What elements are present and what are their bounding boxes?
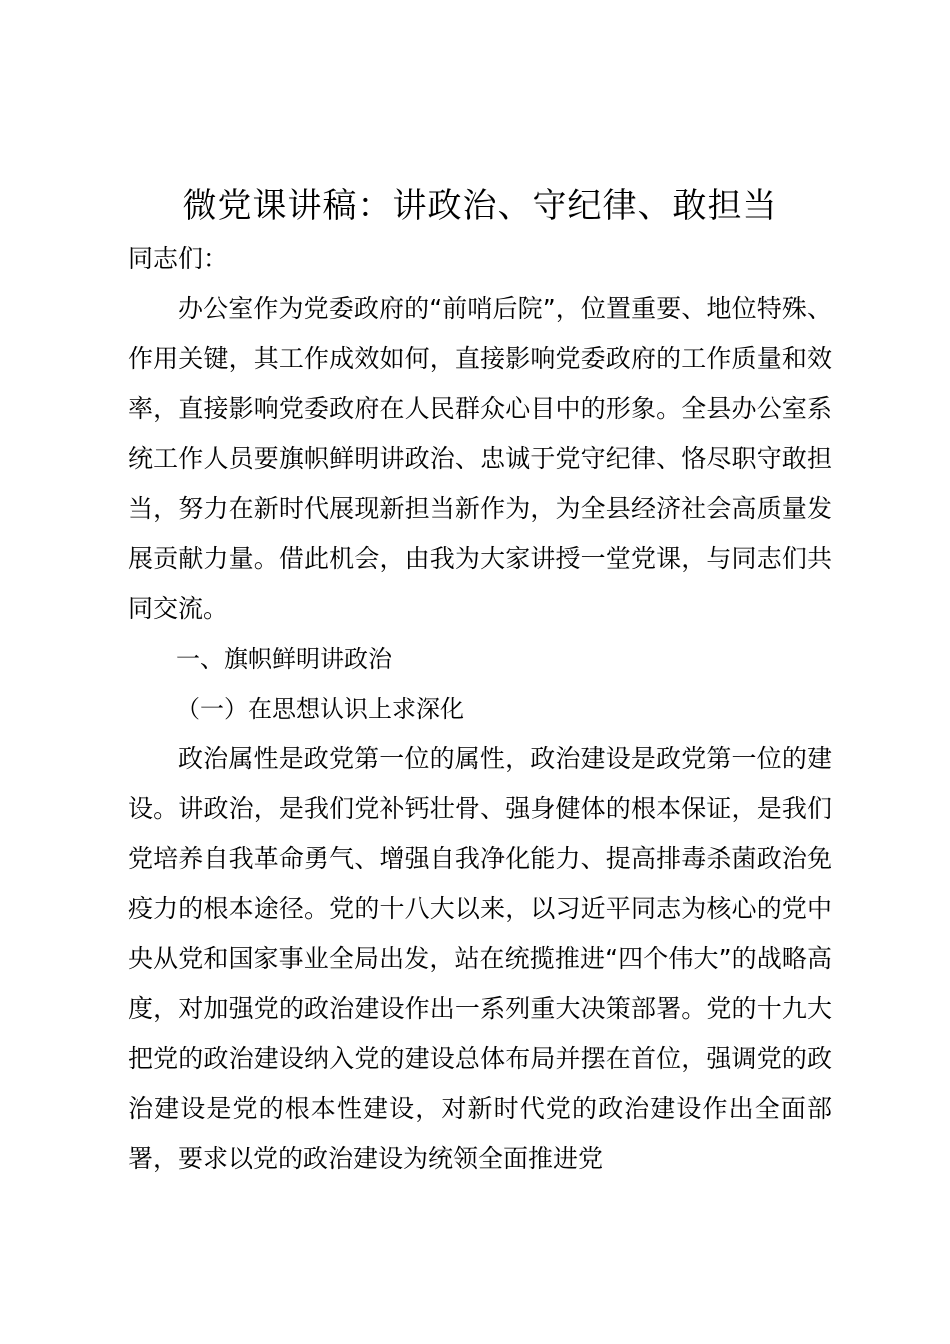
body-paragraph: 政治属性是政党第一位的属性，政治建设是政党第一位的建设。讲政治，是我们党补钙壮骨、强身健体的根本保证，是我们党培养自我革命勇气、增强自我净化能力、提高排毒杀菌政治免疫力的根本途径。党的十八大以来，以习近平同志为核心的党中央从党和国家事业全局出发，站在统揽推进“四个伟大”的战略高度，对加强党的政治建设作出一系列重大决策部署。党的十九大把党的政治建设纳入党的建设总体布局并摆在首位，强调党的政治建设是党的根本性建设，对新时代党的政治建设作出全面部署，要求以党的政治建设为统领全面推进党 — [128, 744, 832, 1173]
document-title: 微党课讲稿：讲政治、守纪律、敢担当 — [182, 186, 778, 226]
subsection-heading: （一）在思想认识上求深化 — [176, 695, 464, 723]
section-heading: 一、旗帜鲜明讲政治 — [176, 645, 392, 673]
intro-paragraph: 办公室作为党委政府的“前哨后院”，位置重要、地位特殊、作用关键，其工作成效如何，直接影响党委政府的工作质量和效率，直接影响党委政府在人民群众心目中的形象。全县办公室系统工作人员要旗帜鲜明讲政治、忠诚于党守纪律、恪尽职守敢担当，努力在新时代展现新担当新作为，为全县经济社会高质量发展贡献力量。借此机会，由我为大家讲授一堂党课，与同志们共同交流。 — [128, 294, 832, 623]
salutation: 同志们： — [128, 244, 229, 273]
document-page — [128, 178, 832, 1184]
